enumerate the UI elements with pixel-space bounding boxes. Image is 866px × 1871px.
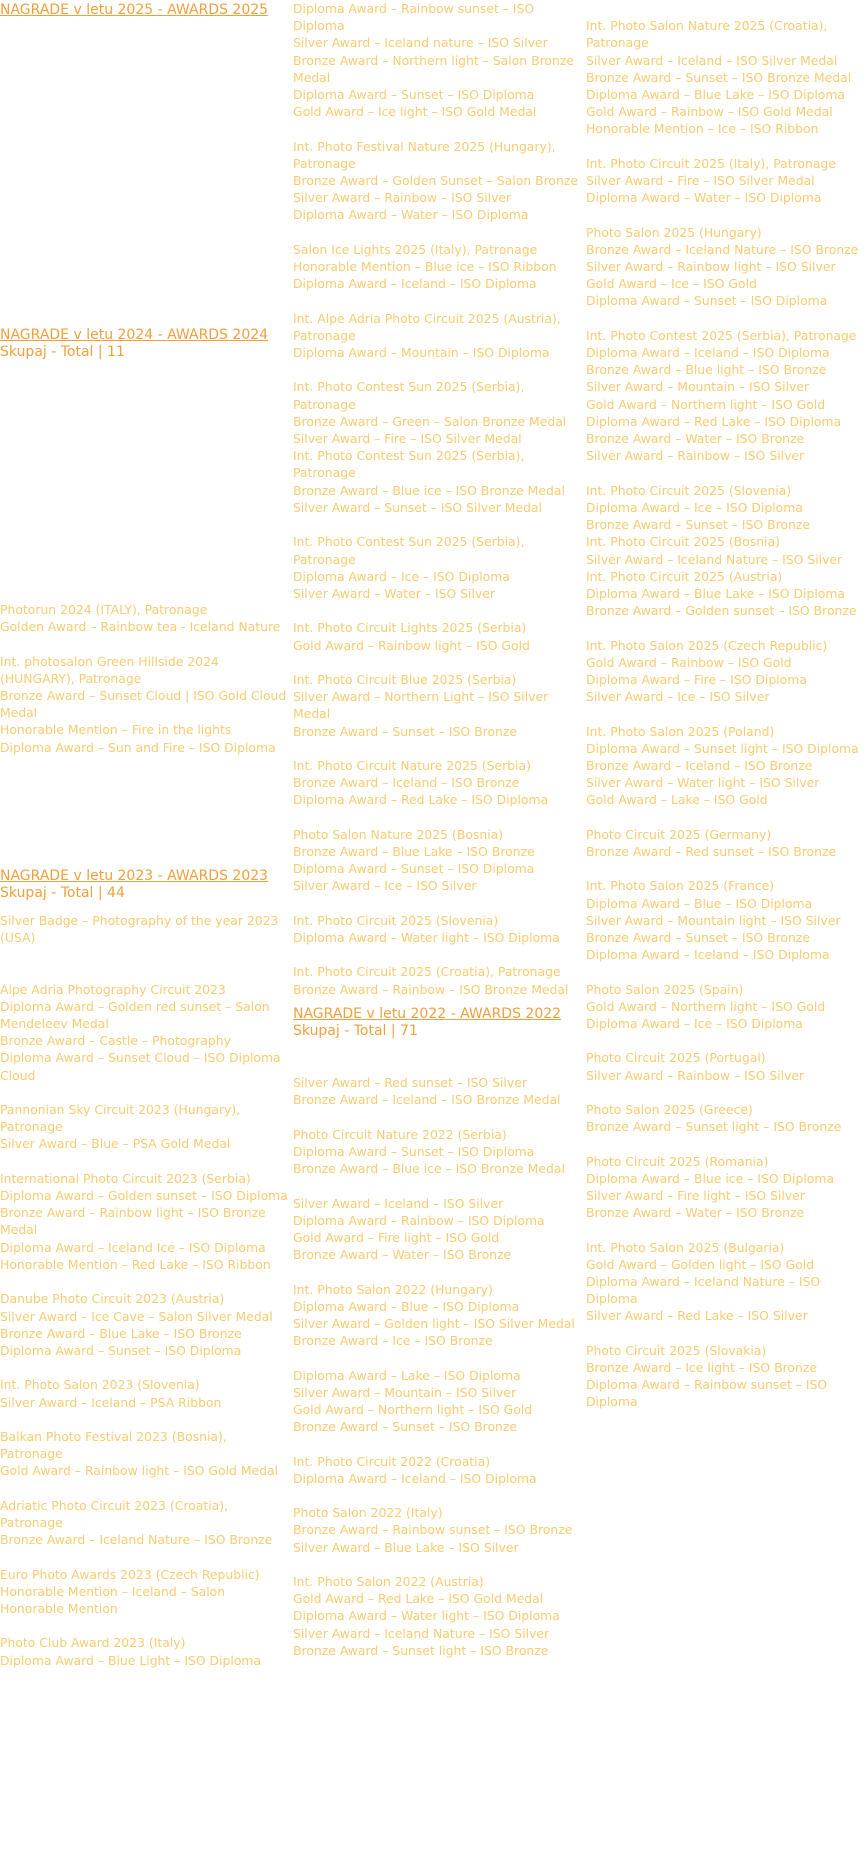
award-line: Adriatic Photo Circuit 2023 (Croatia), Patronage bbox=[0, 1497, 229, 1530]
award-line: Silver Award – Rainbow – ISO Silver bbox=[586, 448, 805, 464]
spacer-line bbox=[0, 946, 288, 963]
award-line: Diploma Award – Rainbow – ISO Diploma bbox=[293, 1212, 545, 1228]
list-2024 bbox=[0, 601, 288, 756]
spacer-line bbox=[586, 705, 866, 722]
award-line: Silver Award – Mountain – ISO Silver bbox=[586, 379, 810, 395]
award-line: Int. Photo Contest Sun 2025 (Serbia), Patronage bbox=[293, 534, 525, 567]
award-line: Diploma Award – Sunset – ISO Diploma bbox=[0, 1342, 242, 1358]
award-line: Diploma Award – Lake – ISO Diploma bbox=[293, 1367, 521, 1383]
spacer-line bbox=[293, 1057, 581, 1074]
award-line: Diploma Award – Water light – ISO Diploma bbox=[293, 929, 560, 945]
award-line: Int. Photo Salon 2022 (Hungary) bbox=[293, 1281, 493, 1297]
award-line: Silver Award – Water light – ISO Silver bbox=[586, 775, 820, 791]
spacer-line bbox=[293, 895, 581, 912]
award-line: Diploma Award – Red Lake – ISO Diploma bbox=[586, 413, 842, 429]
award-line: Danube Photo Circuit 2023 (Austria) bbox=[0, 1291, 225, 1307]
award-line: Gold Award – Northern light – ISO Gold bbox=[586, 396, 826, 412]
award-line: Int. Photo Contest Sun 2025 (Serbia), Patronage bbox=[293, 379, 525, 412]
award-line: Silver Award – Ice – ISO Silver bbox=[293, 878, 477, 894]
award-line: Bronze Award – Sunset light – ISO Bronze bbox=[586, 1119, 842, 1135]
award-line: Bronze Award – Water – ISO Bronze bbox=[293, 1247, 512, 1263]
award-line: Bronze Award – Castle – Photography bbox=[0, 1033, 231, 1049]
award-line: Int. Photo Circuit 2025 (Slovenia) bbox=[293, 912, 499, 928]
award-line: Photo Circuit 2025 (Germany) bbox=[586, 826, 772, 842]
spacer-line bbox=[293, 1177, 581, 1194]
award-line: Euro Photo Awards 2023 (Czech Republic) bbox=[0, 1566, 260, 1582]
heading-2025 bbox=[0, 0, 288, 19]
award-line: Silver Award – Rainbow – ISO Silver bbox=[293, 190, 512, 206]
award-line: Silver Award – Ice Cave – Salon Silver Medal bbox=[0, 1308, 273, 1324]
award-line: Bronze Award – Blue Lake – ISO Bronze bbox=[293, 843, 535, 859]
award-line: Golden Award – Rainbow tea - Iceland Nature bbox=[0, 619, 281, 635]
award-line: Silver Award – Iceland – ISO Silver Medal bbox=[586, 52, 838, 68]
award-line: Diploma Award – Iceland Ice – ISO Diploma bbox=[0, 1239, 266, 1255]
spacer-line bbox=[586, 1135, 866, 1152]
award-line: Int. Photo Salon 2025 (Poland) bbox=[586, 723, 775, 739]
spacer-line bbox=[293, 946, 581, 963]
award-line: Silver Award – Fire light – ISO Silver bbox=[586, 1188, 805, 1204]
award-line: Photo Circuit 2025 (Romania) bbox=[586, 1153, 769, 1169]
award-line: Silver Award – Northern Light – ISO Silver Medal bbox=[293, 689, 549, 722]
award-line: Diploma Award – Sunset – ISO Diploma bbox=[293, 87, 535, 103]
award-line: Diploma Award – Blue – ISO Diploma bbox=[293, 1298, 520, 1314]
award-line: Diploma Award – Red Lake – ISO Diploma bbox=[293, 792, 549, 808]
spacer-line bbox=[293, 1487, 581, 1504]
award-line: Photo Salon 2025 (Hungary) bbox=[586, 224, 762, 240]
award-line: Int. photosalon Green Hillside 2024 (HUNGARY), Patronage bbox=[0, 653, 219, 686]
spacer-line bbox=[586, 809, 866, 826]
spacer-line bbox=[293, 740, 581, 757]
spacer-line bbox=[586, 860, 866, 877]
spacer-line bbox=[293, 809, 581, 826]
award-line: Int. Photo Circuit Lights 2025 (Serbia) bbox=[293, 620, 527, 636]
award-line: Bronze Award – Sunset – ISO Bronze bbox=[293, 723, 518, 739]
award-line: Silver Award – Ice – ISO Silver bbox=[586, 689, 770, 705]
spacer-line bbox=[293, 1109, 581, 1126]
award-line: Gold Award – Rainbow – ISO Gold bbox=[586, 654, 792, 670]
award-line: Silver Award – Fire – ISO Silver Medal bbox=[586, 173, 815, 189]
award-line: Photo Circuit Nature 2022 (Serbia) bbox=[293, 1126, 507, 1142]
award-line: Diploma Award – Sunset – ISO Diploma bbox=[293, 1144, 535, 1159]
spacer-line bbox=[586, 1325, 866, 1342]
award-line: Photorun 2024 (ITALY), Patronage bbox=[0, 602, 208, 617]
spacer-line bbox=[293, 654, 581, 671]
spacer-line bbox=[586, 1032, 866, 1049]
spacer-line bbox=[586, 1221, 866, 1238]
award-line: Diploma Award – Sunset – ISO Diploma bbox=[293, 861, 535, 877]
award-line: Silver Award – Iceland – ISO Silver bbox=[293, 1195, 504, 1211]
award-line: Silver Award – Fire – ISO Silver Medal bbox=[293, 431, 522, 447]
award-line: Int. Photo Circuit 2025 (Bosnia) bbox=[586, 534, 780, 550]
award-line: Silver Badge – Photography of the year 2023 (USA) bbox=[0, 912, 279, 946]
spacer-line bbox=[0, 1617, 288, 1634]
spacer-line bbox=[293, 361, 581, 378]
column-left bbox=[0, 0, 288, 1669]
award-line: Gold Award – Northern light – ISO Gold bbox=[586, 998, 826, 1014]
award-line: Silver Award – Iceland Nature – ISO Silver bbox=[293, 1625, 550, 1641]
award-line: Int. Photo Festival Nature 2025 (Hungary), Patronage bbox=[293, 138, 556, 171]
award-line: Photo Salon 2022 (Italy) bbox=[293, 1505, 443, 1521]
award-line: Silver Award – Rainbow – ISO Silver bbox=[586, 1067, 805, 1083]
award-line: Bronze Award – Water – ISO Bronze bbox=[586, 431, 805, 447]
award-line: Int. Photo Circuit 2025 (Croatia), Patronage bbox=[293, 964, 561, 980]
spacer-line bbox=[0, 1548, 288, 1565]
spacer-line bbox=[586, 310, 866, 327]
award-line: Bronze Award – Sunset Cloud | ISO Gold Cloud Medal bbox=[0, 688, 287, 721]
award-line: Int. Photo Salon 2025 (Bulgaria) bbox=[586, 1239, 785, 1255]
award-line: Photo Salon 2025 (Greece) bbox=[586, 1102, 753, 1117]
award-line: Pannonian Sky Circuit 2023 (Hungary), Patronage bbox=[0, 1102, 241, 1135]
award-line: Int. Photo Circuit Blue 2025 (Serbia) bbox=[293, 671, 517, 687]
award-line: Bronze Award – Rainbow – ISO Bronze Medal bbox=[293, 981, 569, 997]
award-line: Bronze Award – Sunset – ISO Bronze bbox=[293, 1419, 518, 1435]
award-line: Int. Photo Circuit Nature 2025 (Serbia) bbox=[293, 757, 531, 773]
award-line: Diploma Award – Blue ice – ISO Diploma bbox=[586, 1170, 835, 1186]
award-line: Photo Club Award 2023 (Italy) bbox=[0, 1635, 186, 1651]
list-2025-a bbox=[293, 0, 581, 998]
spacer-line bbox=[293, 602, 581, 619]
award-line: Diploma Award – Blue Lake – ISO Diploma bbox=[586, 87, 846, 103]
award-line: Silver Award – Sunset – ISO Silver Medal bbox=[293, 499, 542, 515]
award-line: Gold Award – Ice – ISO Gold bbox=[586, 276, 757, 292]
award-line: Int. Photo Circuit 2025 (Italy), Patronage bbox=[586, 155, 836, 171]
spacer-line bbox=[0, 1480, 288, 1497]
award-line: Diploma Award – Blue Light – ISO Diploma bbox=[0, 1652, 262, 1668]
column-right bbox=[586, 0, 866, 1411]
spacer-line bbox=[293, 120, 581, 137]
award-line: Honorable Mention – Ice – ISO Ribbon bbox=[586, 121, 819, 137]
heading-2024 bbox=[0, 325, 288, 344]
award-line: Diploma Award – Sunset Cloud – ISO Diploma Cloud bbox=[0, 1050, 281, 1083]
award-line: Diploma Award – Sunset – ISO Diploma bbox=[586, 293, 828, 309]
award-line: Bronze Award – Rainbow sunset – ISO Bronze bbox=[293, 1522, 573, 1538]
award-line: Silver Award – Mountain – ISO Silver bbox=[293, 1384, 517, 1400]
award-line: Honorable Mention – Red Lake – ISO Ribbon bbox=[0, 1256, 271, 1272]
spacer-line bbox=[293, 516, 581, 533]
award-line: Silver Award – Rainbow light – ISO Silver bbox=[586, 259, 836, 275]
award-line: Diploma Award – Fire – ISO Diploma bbox=[586, 671, 807, 687]
award-line: Silver Award – Iceland – PSA Ribbon bbox=[0, 1394, 222, 1410]
awards-2023-link[interactable]: NAGRADE v letu 2023 - AWARDS 2023 bbox=[0, 867, 269, 884]
award-line: Gold Award – Red Lake – ISO Gold Medal bbox=[293, 1591, 544, 1607]
award-line: Diploma Award – Rainbow sunset – ISO Diploma bbox=[293, 1, 535, 34]
heading-2022 bbox=[293, 1004, 581, 1023]
award-line: Photo Circuit 2025 (Portugal) bbox=[586, 1050, 766, 1066]
award-line: Diploma Award – Golden sunset – ISO Diploma bbox=[0, 1188, 288, 1204]
award-line: Silver Award – Water – ISO Silver bbox=[293, 585, 495, 601]
award-line: Int. Photo Salon 2023 (Slovenia) bbox=[0, 1377, 200, 1393]
award-line: Gold Award – Rainbow light – ISO Gold Medal bbox=[0, 1463, 279, 1479]
spacer-line bbox=[0, 1273, 288, 1290]
award-line: Diploma Award – Iceland – ISO Diploma bbox=[586, 947, 830, 963]
total-2022: Skupaj - Total | 71 bbox=[293, 1022, 418, 1039]
award-line: Diploma Award – Rainbow sunset – ISO Diploma bbox=[586, 1377, 828, 1410]
award-line: Gold Award – Golden light – ISO Gold bbox=[586, 1256, 815, 1272]
award-line: International Photo Circuit 2023 (Serbia) bbox=[0, 1170, 251, 1186]
award-line: Int. Photo Salon 2025 (Czech Republic) bbox=[586, 637, 828, 653]
awards-2025-link[interactable]: NAGRADE v letu 2025 - AWARDS 2025 bbox=[0, 2, 269, 18]
award-line: Bronze Award – Blue light – ISO Bronze bbox=[586, 362, 827, 378]
award-line: Silver Award – Mountain light – ISO Silver bbox=[586, 912, 841, 928]
spacer-line bbox=[293, 1556, 581, 1573]
award-line: Silver Award – Blue – PSA Gold Medal bbox=[0, 1136, 231, 1152]
spacer-line bbox=[293, 1263, 581, 1280]
award-line: Bronze Award – Golden Sunset – Salon Bronze bbox=[293, 173, 578, 189]
award-line: Int. Photo Salon 2025 (France) bbox=[586, 878, 775, 894]
spacer-line bbox=[0, 1153, 288, 1170]
spacer-line bbox=[0, 1359, 288, 1376]
award-line: Diploma Award – Water – ISO Diploma bbox=[586, 190, 822, 206]
award-line: Photo Salon 2025 (Spain) bbox=[586, 981, 744, 997]
award-line: Diploma Award – Mountain – ISO Diploma bbox=[293, 345, 550, 361]
award-line: Bronze Award – Iceland Nature – ISO Bronze bbox=[0, 1532, 273, 1548]
award-line: Silver Award – Golden light – ISO Silver Medal bbox=[293, 1316, 575, 1332]
award-line: Int. Photo Contest Sun 2025 (Serbia), Patronage bbox=[293, 448, 525, 481]
award-line: Bronze Award – Water – ISO Bronze bbox=[586, 1205, 805, 1221]
spacer-line bbox=[586, 619, 866, 636]
award-line: Diploma Award – Ice – ISO Diploma bbox=[586, 499, 803, 515]
spacer-line bbox=[586, 464, 866, 481]
award-line: Bronze Award – Golden sunset – ISO Bronze bbox=[586, 603, 857, 619]
spacer-line bbox=[293, 1349, 581, 1366]
award-line: Alpe Adria Photography Circuit 2023 bbox=[0, 981, 226, 997]
award-line: Bronze Award – Iceland – ISO Bronze bbox=[293, 775, 520, 791]
award-line: Bronze Award – Iceland – ISO Bronze Medal bbox=[293, 1092, 561, 1108]
award-line: Silver Award – Blue Lake – ISO Silver bbox=[293, 1539, 519, 1555]
award-line: Diploma Award – Water – ISO Diploma bbox=[293, 207, 529, 223]
list-2022 bbox=[293, 1040, 581, 1659]
award-line: Bronze Award – Northern light – Salon Bronze Medal bbox=[293, 52, 574, 85]
award-line: Photo Circuit 2025 (Slovakia) bbox=[586, 1342, 767, 1358]
award-line: Int. Photo Circuit 2025 (Austria) bbox=[586, 568, 783, 584]
award-line: Bronze Award – Sunset – ISO Bronze bbox=[586, 929, 811, 945]
award-line: Gold Award – Lake – ISO Gold bbox=[586, 792, 768, 808]
spacer-line bbox=[0, 963, 288, 980]
spacer-line bbox=[0, 1084, 288, 1101]
award-line: Honorable Mention – Fire in the lights bbox=[0, 722, 232, 738]
award-line: Bronze Award – Ice light – ISO Bronze bbox=[586, 1360, 817, 1376]
award-line: Bronze Award – Rainbow light – ISO Bronze Medal bbox=[0, 1205, 266, 1238]
award-line: Diploma Award – Ice – ISO Diploma bbox=[293, 568, 510, 584]
spacer-line bbox=[293, 1435, 581, 1452]
total-2023: Skupaj - Total | 44 bbox=[0, 884, 125, 901]
award-line: Bronze Award – Green – Salon Bronze Medal bbox=[293, 413, 567, 429]
award-line: Int. Photo Circuit 2025 (Slovenia) bbox=[586, 482, 792, 498]
award-line: Diploma Award – Blue – ISO Diploma bbox=[586, 895, 813, 911]
award-line: Silver Award – Iceland Nature – ISO Silver bbox=[586, 551, 843, 567]
award-line: Bronze Award – Blue Lake – ISO Bronze bbox=[0, 1325, 242, 1341]
award-line: Silver Award – Iceland nature – ISO Silver bbox=[293, 35, 548, 51]
award-line: Bronze Award – Sunset – ISO Bronze Medal bbox=[586, 69, 852, 85]
list-right bbox=[586, 0, 866, 1411]
spacer-line bbox=[586, 206, 866, 223]
award-line: Gold Award – Fire light – ISO Gold bbox=[293, 1230, 500, 1246]
award-line: Gold Award – Ice light – ISO Gold Medal bbox=[293, 104, 537, 120]
spacer-line bbox=[0, 635, 288, 652]
spacer-line bbox=[586, 0, 866, 17]
award-line: Diploma Award – Iceland – ISO Diploma bbox=[293, 276, 537, 292]
award-line: Diploma Award – Iceland – ISO Diploma bbox=[293, 1470, 537, 1486]
award-line: Gold Award – Northern light – ISO Gold bbox=[293, 1402, 533, 1418]
award-line: Bronze Award – Red sunset – ISO Bronze bbox=[586, 843, 837, 859]
award-line: Gold Award – Rainbow – ISO Gold Medal bbox=[586, 104, 833, 120]
award-line: Bronze Award – Blue ice – ISO Bronze Medal bbox=[293, 1161, 565, 1177]
spacer-line bbox=[293, 1040, 581, 1057]
award-line: Bronze Award – Blue ice – ISO Bronze Medal bbox=[293, 482, 565, 498]
award-line: Int. Alpe Adria Photo Circuit 2025 (Austria), Patronage bbox=[293, 310, 561, 343]
award-line: Silver Award – Red Lake – ISO Silver bbox=[586, 1308, 808, 1324]
award-line: Bronze Award – Ice – ISO Bronze bbox=[293, 1333, 493, 1349]
spacer-line bbox=[293, 224, 581, 241]
award-line: Diploma Award – Sun and Fire – ISO Diploma bbox=[0, 739, 276, 755]
award-line: Bronze Award – Sunset light – ISO Bronze bbox=[293, 1642, 549, 1658]
list-2023 bbox=[0, 912, 288, 1669]
award-line: Photo Salon Nature 2025 (Bosnia) bbox=[293, 826, 504, 842]
award-line: Balkan Photo Festival 2023 (Bosnia), Patronage bbox=[0, 1428, 227, 1462]
spacer-line bbox=[586, 963, 866, 980]
award-line: Gold Award – Rainbow light – ISO Gold bbox=[293, 637, 530, 653]
award-line: Diploma Award – Iceland Nature – ISO Diploma bbox=[586, 1274, 821, 1307]
award-line: Honorable Mention – Blue ice – ISO Ribbon bbox=[293, 259, 557, 275]
total-2024: Skupaj - Total | 11 bbox=[0, 344, 125, 360]
award-line: Diploma Award – Water light – ISO Diploma bbox=[293, 1608, 560, 1624]
award-line: Diploma Award – Ice – ISO Diploma bbox=[586, 1015, 803, 1031]
award-line: Int. Photo Contest 2025 (Serbia), Patronage bbox=[586, 327, 857, 343]
spacer-line bbox=[0, 1411, 288, 1428]
award-line: Diploma Award – Golden red sunset – Salon Mendeleev Medal bbox=[0, 998, 270, 1032]
award-line: Silver Award – Red sunset – ISO Silver bbox=[293, 1075, 527, 1091]
award-line: Diploma Award – Blue Lake – ISO Diploma bbox=[586, 585, 846, 601]
awards-2024-link[interactable]: NAGRADE v letu 2024 - AWARDS 2024 bbox=[0, 327, 269, 343]
awards-2022-link[interactable]: NAGRADE v letu 2022 - AWARDS 2022 bbox=[293, 1005, 562, 1022]
award-line: Bronze Award – Sunset – ISO Bronze bbox=[586, 517, 811, 533]
award-line: Int. Photo Salon Nature 2025 (Croatia), Patronage bbox=[586, 18, 828, 51]
award-line: Diploma Award – Sunset light – ISO Diploma bbox=[586, 740, 859, 756]
spacer-line bbox=[586, 138, 866, 155]
award-line: Salon Ice Lights 2025 (Italy), Patronage bbox=[293, 241, 538, 257]
award-line: Diploma Award – Iceland – ISO Diploma bbox=[586, 345, 830, 361]
award-line: Int. Photo Circuit 2022 (Croatia) bbox=[293, 1453, 491, 1469]
spacer-line bbox=[586, 1084, 866, 1101]
heading-2023 bbox=[0, 866, 288, 885]
spacer-line bbox=[293, 292, 581, 309]
award-line: Int. Photo Salon 2022 (Austria) bbox=[293, 1574, 484, 1590]
award-line: Bronze Award – Iceland – ISO Bronze bbox=[586, 757, 813, 773]
award-line: Honorable Mention – Iceland – Salon Honorable Mention bbox=[0, 1583, 226, 1616]
column-middle bbox=[293, 0, 581, 1659]
award-line: Bronze Award – Iceland Nature – ISO Bronze bbox=[586, 241, 859, 257]
